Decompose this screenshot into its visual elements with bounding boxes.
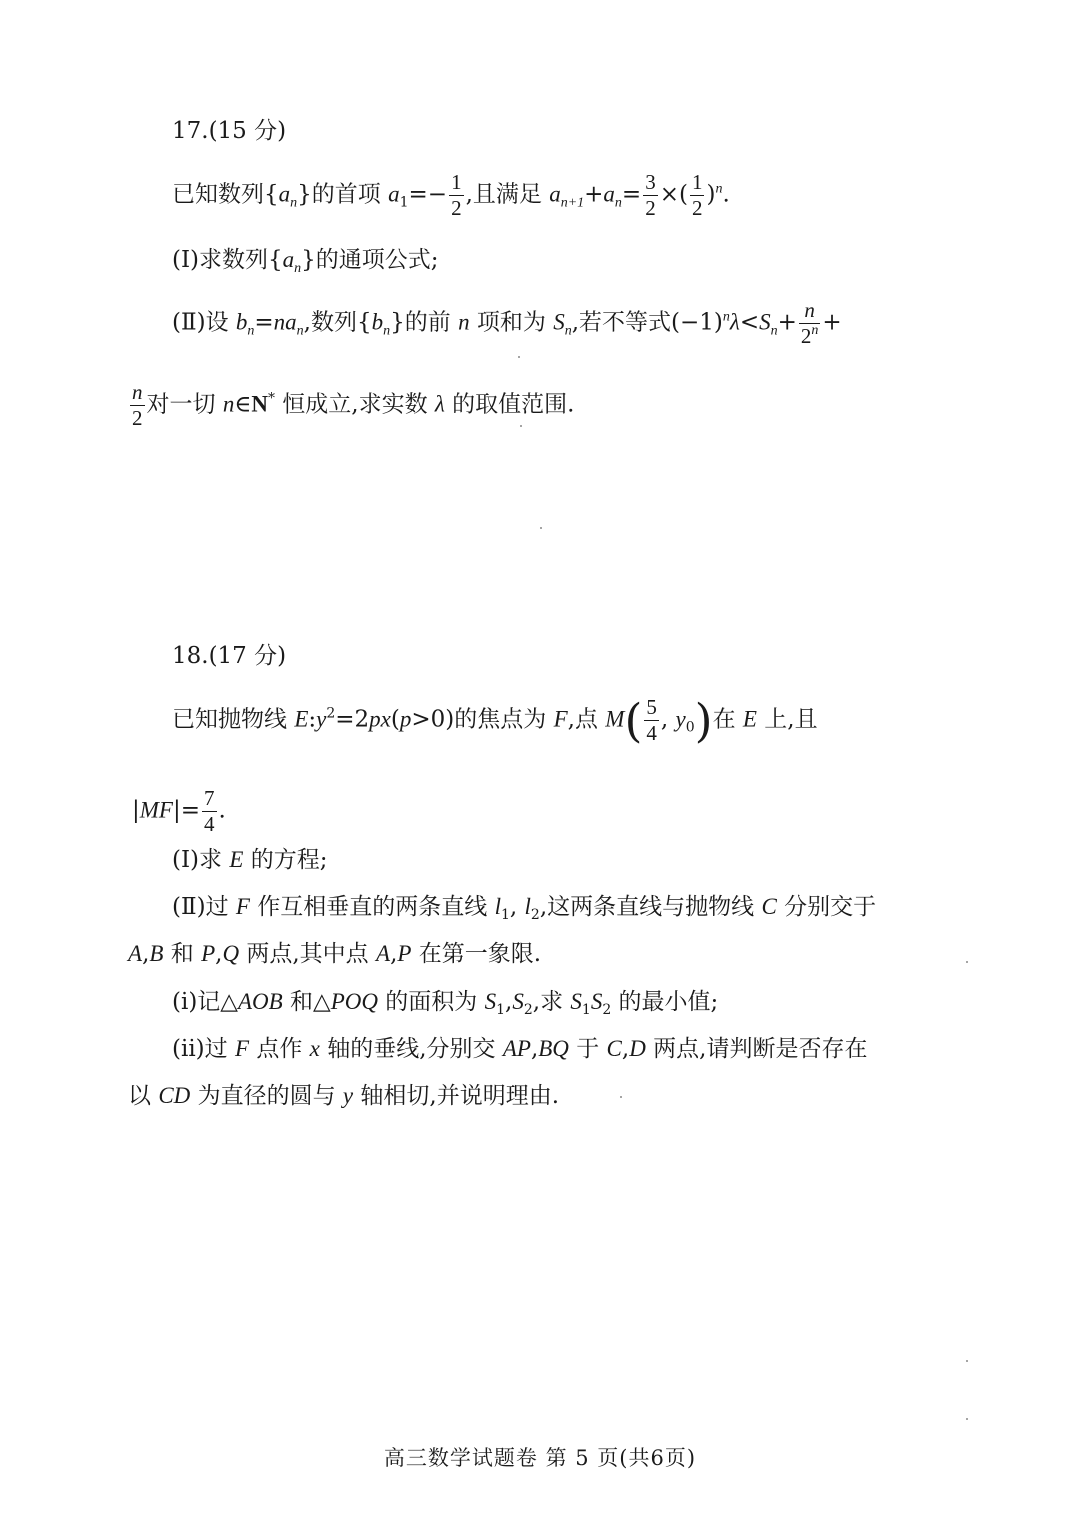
q18-sub2: (ⅱ)过 F 点作 x 轴的垂线,分别交 AP,BQ 于 C,D 两点,请判断是否存在 [172,1036,868,1062]
scan-speck [966,961,968,963]
scan-speck [540,527,542,529]
scan-speck [520,425,522,427]
fraction: $\frac{3}{2}$ [645,170,656,220]
q17-part2-line2: $\frac{n}{2}$ 对一切 n∈N* 恒成立,求实数 λ 的取值范围. [132,380,575,430]
fraction: $\frac{5}{4}$ [646,695,657,745]
scan-speck [966,1418,968,1420]
fraction: $\frac{1}{2}$ [451,170,462,220]
fraction: $\frac{7}{4}$ [204,786,215,836]
q17-intro: 已知数列$\{a_n\}$的首项 $a_1=-$ $\frac{1}{2}$ ,且满足 $a_{n+1}+a_n=$ $\frac{3}{2}$ ×( $\frac{1}{2}$ )$^n$. [172,170,730,220]
scan-speck [518,356,520,358]
q18-part2-cont: A,B 和 P,Q 两点,其中点 A,P 在第一象限. [128,941,542,967]
page-footer: 高三数学试题卷 第 5 页(共6页) [383,1446,697,1470]
q18-heading: 18.(17 分) [172,643,287,669]
q17-heading: 17.(15 分) [172,118,287,144]
q17-part1: (Ⅰ)求数列$\{a_n\}$的通项公式; [172,247,439,276]
q18-part1: (Ⅰ)求 E 的方程; [172,847,328,873]
q17-part2-line1: (Ⅱ)设 $b_n=na_n$,数列$\{b_n\}$的前 n 项和为 $S_n$,若不等式$(-1)^n\lambda<S_n+$ $\frac{n}{2^n}$ + [172,298,842,348]
fraction: $\frac{n}{2}$ [132,380,143,430]
q18-sub2-cont: 以 CD 为直径的圆与 y 轴相切,并说明理由. [128,1083,560,1109]
scan-speck [966,1360,968,1362]
scan-speck [620,1096,622,1098]
q18-mf: |MF|= $\frac{7}{4}$ . [132,786,226,836]
fraction: $\frac{1}{2}$ [691,170,703,220]
q18-sub1: (ⅰ)记△AOB 和△POQ 的面积为 $S_1,S_2$,求 $S_1S_2$ 的最小值; [172,989,719,1018]
fraction: $\frac{n}{2^n}$ [800,298,819,348]
q18-part2: (Ⅱ)过 F 作互相垂直的两条直线 $l_1$, $l_2$,这两条直线与抛物线 C 分别交于 [172,894,877,923]
q18-intro: 已知抛物线 $E:y^2=2px(p>0)$的焦点为 F,点 M( $\frac{5}{4}$ , $y_0$)在 E 上,且 [172,693,818,748]
